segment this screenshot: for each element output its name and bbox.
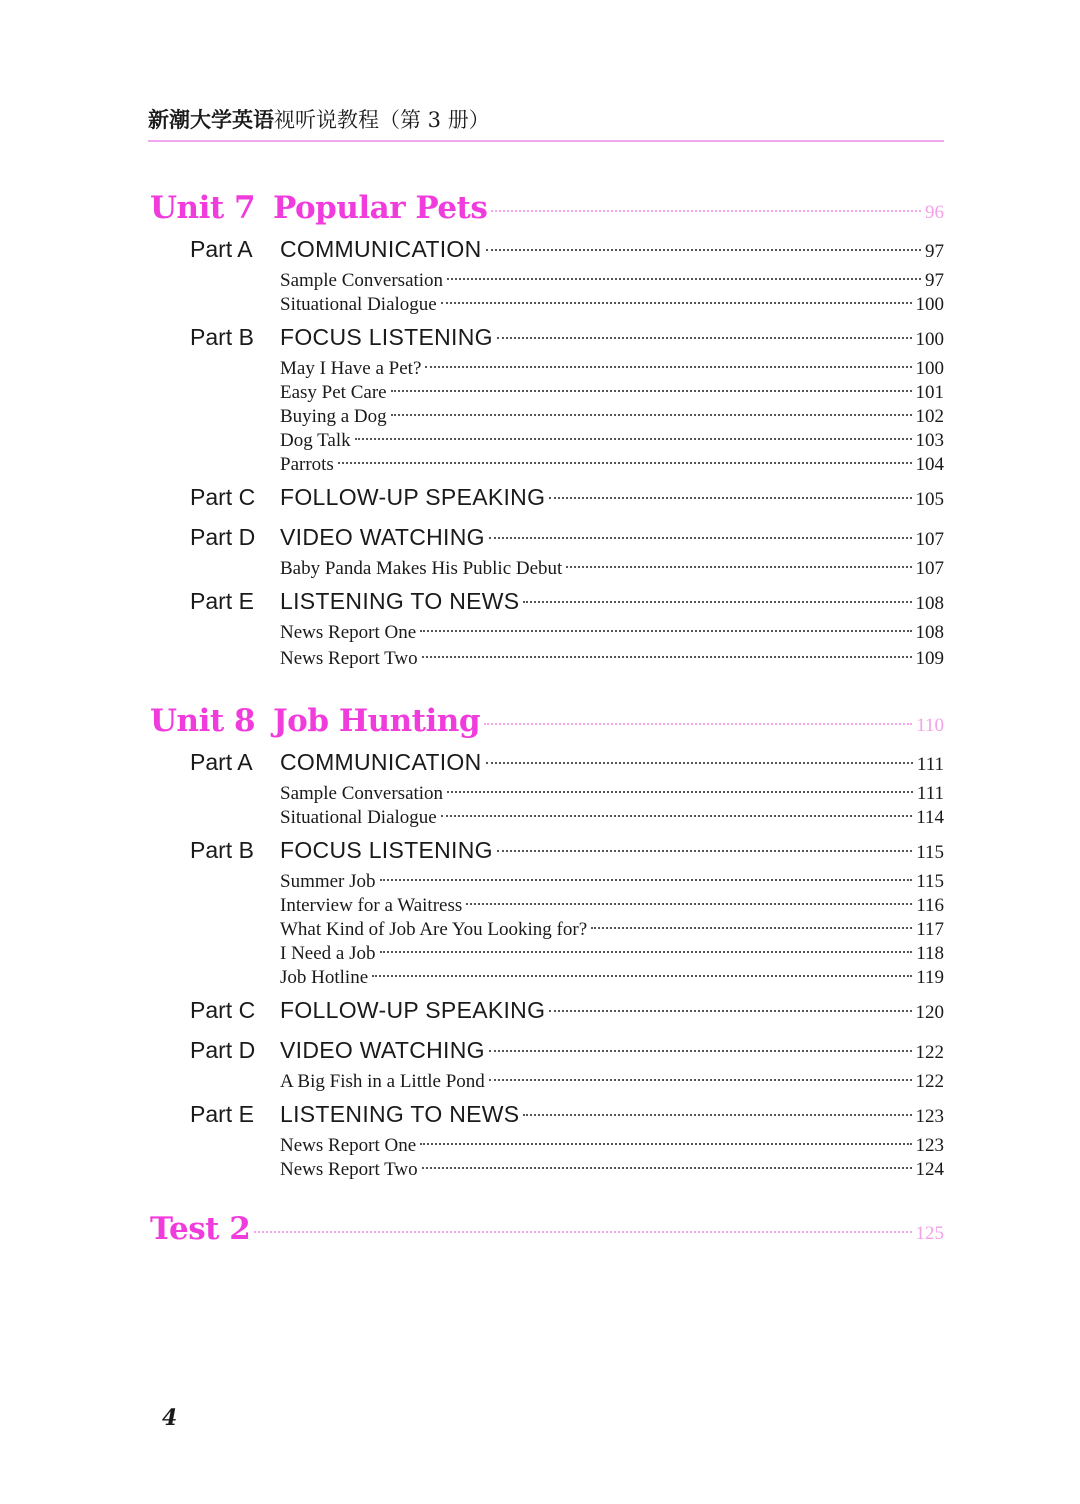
page-ref: 103 bbox=[915, 430, 944, 451]
part-label: Part A bbox=[190, 749, 253, 775]
page-ref: 122 bbox=[915, 1071, 944, 1092]
unit8-part-e[interactable] bbox=[0, 1101, 1080, 1128]
book-subtitle: 视听说教程（第 3 册） bbox=[274, 108, 490, 132]
entry-title: Easy Pet Care bbox=[280, 382, 387, 403]
page-ref: 101 bbox=[915, 382, 944, 403]
part-title: FOCUS LISTENING bbox=[280, 837, 493, 863]
unit8-part-a[interactable] bbox=[0, 749, 1080, 776]
dot-leader bbox=[549, 1010, 911, 1012]
page-ref: 118 bbox=[916, 943, 944, 964]
part-title: FOLLOW-UP SPEAKING bbox=[280, 997, 546, 1023]
page-ref: 122 bbox=[915, 1042, 944, 1063]
dot-leader bbox=[420, 630, 911, 632]
part-label: Part A bbox=[190, 236, 253, 262]
entry-title: A Big Fish in a Little Pond bbox=[280, 1071, 485, 1092]
test-2-heading[interactable] bbox=[0, 1211, 1080, 1247]
page-ref: 104 bbox=[915, 454, 944, 475]
dot-leader bbox=[484, 723, 912, 725]
part-label: Part D bbox=[190, 1037, 256, 1063]
entry-title: News Report Two bbox=[280, 648, 418, 669]
page-ref: 96 bbox=[925, 202, 944, 223]
dot-leader bbox=[254, 1231, 911, 1233]
toc-entry[interactable] bbox=[0, 622, 1080, 644]
toc-entry[interactable] bbox=[0, 406, 1080, 428]
page-ref: 117 bbox=[916, 919, 944, 940]
dot-leader bbox=[355, 438, 912, 440]
dot-leader bbox=[447, 278, 921, 280]
dot-leader bbox=[489, 1079, 912, 1081]
part-label: Part B bbox=[190, 837, 254, 863]
toc-entry[interactable] bbox=[0, 943, 1080, 965]
part-title: LISTENING TO NEWS bbox=[280, 588, 520, 614]
entry-title: Sample Conversation bbox=[280, 270, 444, 291]
dot-leader bbox=[486, 762, 913, 764]
page-ref: 105 bbox=[915, 489, 944, 510]
toc-entry[interactable] bbox=[0, 454, 1080, 476]
page-ref: 111 bbox=[916, 783, 944, 804]
unit7-part-b[interactable] bbox=[0, 324, 1080, 351]
unit-title: Popular Pets bbox=[273, 190, 488, 226]
entry-title: Situational Dialogue bbox=[280, 294, 437, 315]
page-ref: 97 bbox=[925, 270, 944, 291]
toc-entry[interactable] bbox=[0, 294, 1080, 316]
test-title: Test 2 bbox=[150, 1211, 251, 1247]
unit7-part-c[interactable] bbox=[0, 484, 1080, 511]
page-ref: 115 bbox=[916, 871, 944, 892]
dot-leader bbox=[491, 210, 921, 212]
part-label: Part C bbox=[190, 484, 256, 510]
unit8-part-c[interactable] bbox=[0, 997, 1080, 1024]
dot-leader bbox=[566, 566, 911, 568]
toc-entry[interactable] bbox=[0, 871, 1080, 893]
page-ref: 123 bbox=[915, 1106, 944, 1127]
dot-leader bbox=[441, 815, 912, 817]
page-ref: 109 bbox=[915, 648, 944, 669]
part-title: LISTENING TO NEWS bbox=[280, 1101, 520, 1127]
entry-title: I Need a Job bbox=[280, 943, 376, 964]
page-ref: 125 bbox=[915, 1223, 944, 1244]
page-ref: 100 bbox=[915, 358, 944, 379]
page-ref: 100 bbox=[915, 294, 944, 315]
entry-title: Parrots bbox=[280, 454, 334, 475]
dot-leader bbox=[441, 302, 912, 304]
dot-leader bbox=[420, 1143, 911, 1145]
dot-leader bbox=[380, 951, 913, 953]
dot-leader bbox=[549, 497, 911, 499]
dot-leader bbox=[523, 601, 911, 603]
dot-leader bbox=[380, 879, 913, 881]
entry-title: May I Have a Pet? bbox=[280, 358, 422, 379]
entry-title: Situational Dialogue bbox=[280, 807, 437, 828]
entry-title: Baby Panda Makes His Public Debut bbox=[280, 558, 563, 579]
dot-leader bbox=[466, 903, 912, 905]
entry-title: Summer Job bbox=[280, 871, 376, 892]
dot-leader bbox=[447, 791, 913, 793]
dot-leader bbox=[422, 1167, 912, 1169]
toc-entry[interactable] bbox=[0, 382, 1080, 404]
entry-title: News Report One bbox=[280, 622, 417, 643]
part-label: Part B bbox=[190, 324, 254, 350]
entry-title: Interview for a Waitress bbox=[280, 895, 463, 916]
dot-leader bbox=[422, 656, 912, 658]
toc-entry[interactable] bbox=[0, 967, 1080, 989]
unit8-part-b[interactable] bbox=[0, 837, 1080, 864]
page-ref: 115 bbox=[916, 842, 944, 863]
dot-leader bbox=[425, 366, 911, 368]
unit-title: Job Hunting bbox=[273, 703, 480, 739]
entry-title: Sample Conversation bbox=[280, 783, 444, 804]
page-ref: 120 bbox=[915, 1002, 944, 1023]
toc-entry[interactable] bbox=[0, 1135, 1080, 1157]
page-ref: 123 bbox=[915, 1135, 944, 1156]
toc-entry[interactable] bbox=[0, 1159, 1080, 1181]
page-ref: 124 bbox=[915, 1159, 944, 1180]
part-title: FOLLOW-UP SPEAKING bbox=[280, 484, 546, 510]
unit7-part-e[interactable] bbox=[0, 588, 1080, 615]
unit7-part-a[interactable] bbox=[0, 236, 1080, 263]
entry-title: News Report One bbox=[280, 1135, 417, 1156]
part-title: COMMUNICATION bbox=[280, 749, 482, 775]
page-ref: 107 bbox=[915, 529, 944, 550]
page-ref: 108 bbox=[915, 593, 944, 614]
page-ref: 114 bbox=[916, 807, 944, 828]
entry-title: Dog Talk bbox=[280, 430, 351, 451]
book-title: 新潮大学英语 bbox=[148, 107, 274, 132]
page-number: 4 bbox=[162, 1405, 178, 1431]
part-title: VIDEO WATCHING bbox=[280, 524, 485, 550]
unit-number: Unit 7 bbox=[150, 190, 256, 226]
dot-leader bbox=[391, 390, 912, 392]
dot-leader bbox=[338, 462, 912, 464]
toc-entry[interactable] bbox=[0, 919, 1080, 941]
dot-leader bbox=[391, 414, 912, 416]
unit7-part-d[interactable] bbox=[0, 524, 1080, 551]
part-title: COMMUNICATION bbox=[280, 236, 482, 262]
book-header bbox=[148, 104, 944, 142]
entry-title: News Report Two bbox=[280, 1159, 418, 1180]
page-ref: 119 bbox=[916, 967, 944, 988]
part-title: FOCUS LISTENING bbox=[280, 324, 493, 350]
part-label: Part D bbox=[190, 524, 256, 550]
dot-leader bbox=[497, 850, 912, 852]
dot-leader bbox=[489, 537, 912, 539]
unit-8-heading[interactable] bbox=[0, 703, 1080, 739]
toc-entry[interactable] bbox=[0, 783, 1080, 805]
toc-entry[interactable] bbox=[0, 358, 1080, 380]
page-ref: 100 bbox=[915, 329, 944, 350]
toc-entry[interactable] bbox=[0, 807, 1080, 829]
entry-title: Job Hotline bbox=[280, 967, 369, 988]
dot-leader bbox=[489, 1050, 912, 1052]
page-ref: 110 bbox=[916, 715, 944, 736]
unit-7-heading[interactable] bbox=[0, 190, 1080, 226]
dot-leader bbox=[591, 927, 912, 929]
toc-entry[interactable] bbox=[0, 648, 1080, 670]
unit-number: Unit 8 bbox=[150, 703, 256, 739]
part-label: Part C bbox=[190, 997, 256, 1023]
dot-leader bbox=[486, 249, 921, 251]
page-ref: 97 bbox=[925, 241, 944, 262]
part-title: VIDEO WATCHING bbox=[280, 1037, 485, 1063]
page-ref: 116 bbox=[916, 895, 944, 916]
dot-leader bbox=[372, 975, 912, 977]
part-label: Part E bbox=[190, 1101, 254, 1127]
entry-title: Buying a Dog bbox=[280, 406, 387, 427]
page-ref: 111 bbox=[916, 754, 944, 775]
toc-entry[interactable] bbox=[0, 270, 1080, 292]
page-ref: 108 bbox=[915, 622, 944, 643]
entry-title: What Kind of Job Are You Looking for? bbox=[280, 919, 588, 940]
toc-entry[interactable] bbox=[0, 558, 1080, 580]
unit8-part-d[interactable] bbox=[0, 1037, 1080, 1064]
part-label: Part E bbox=[190, 588, 254, 614]
page-ref: 102 bbox=[915, 406, 944, 427]
toc-entry[interactable] bbox=[0, 430, 1080, 452]
dot-leader bbox=[523, 1114, 911, 1116]
dot-leader bbox=[497, 337, 912, 339]
toc-entry[interactable] bbox=[0, 1071, 1080, 1093]
toc-entry[interactable] bbox=[0, 895, 1080, 917]
page-ref: 107 bbox=[915, 558, 944, 579]
